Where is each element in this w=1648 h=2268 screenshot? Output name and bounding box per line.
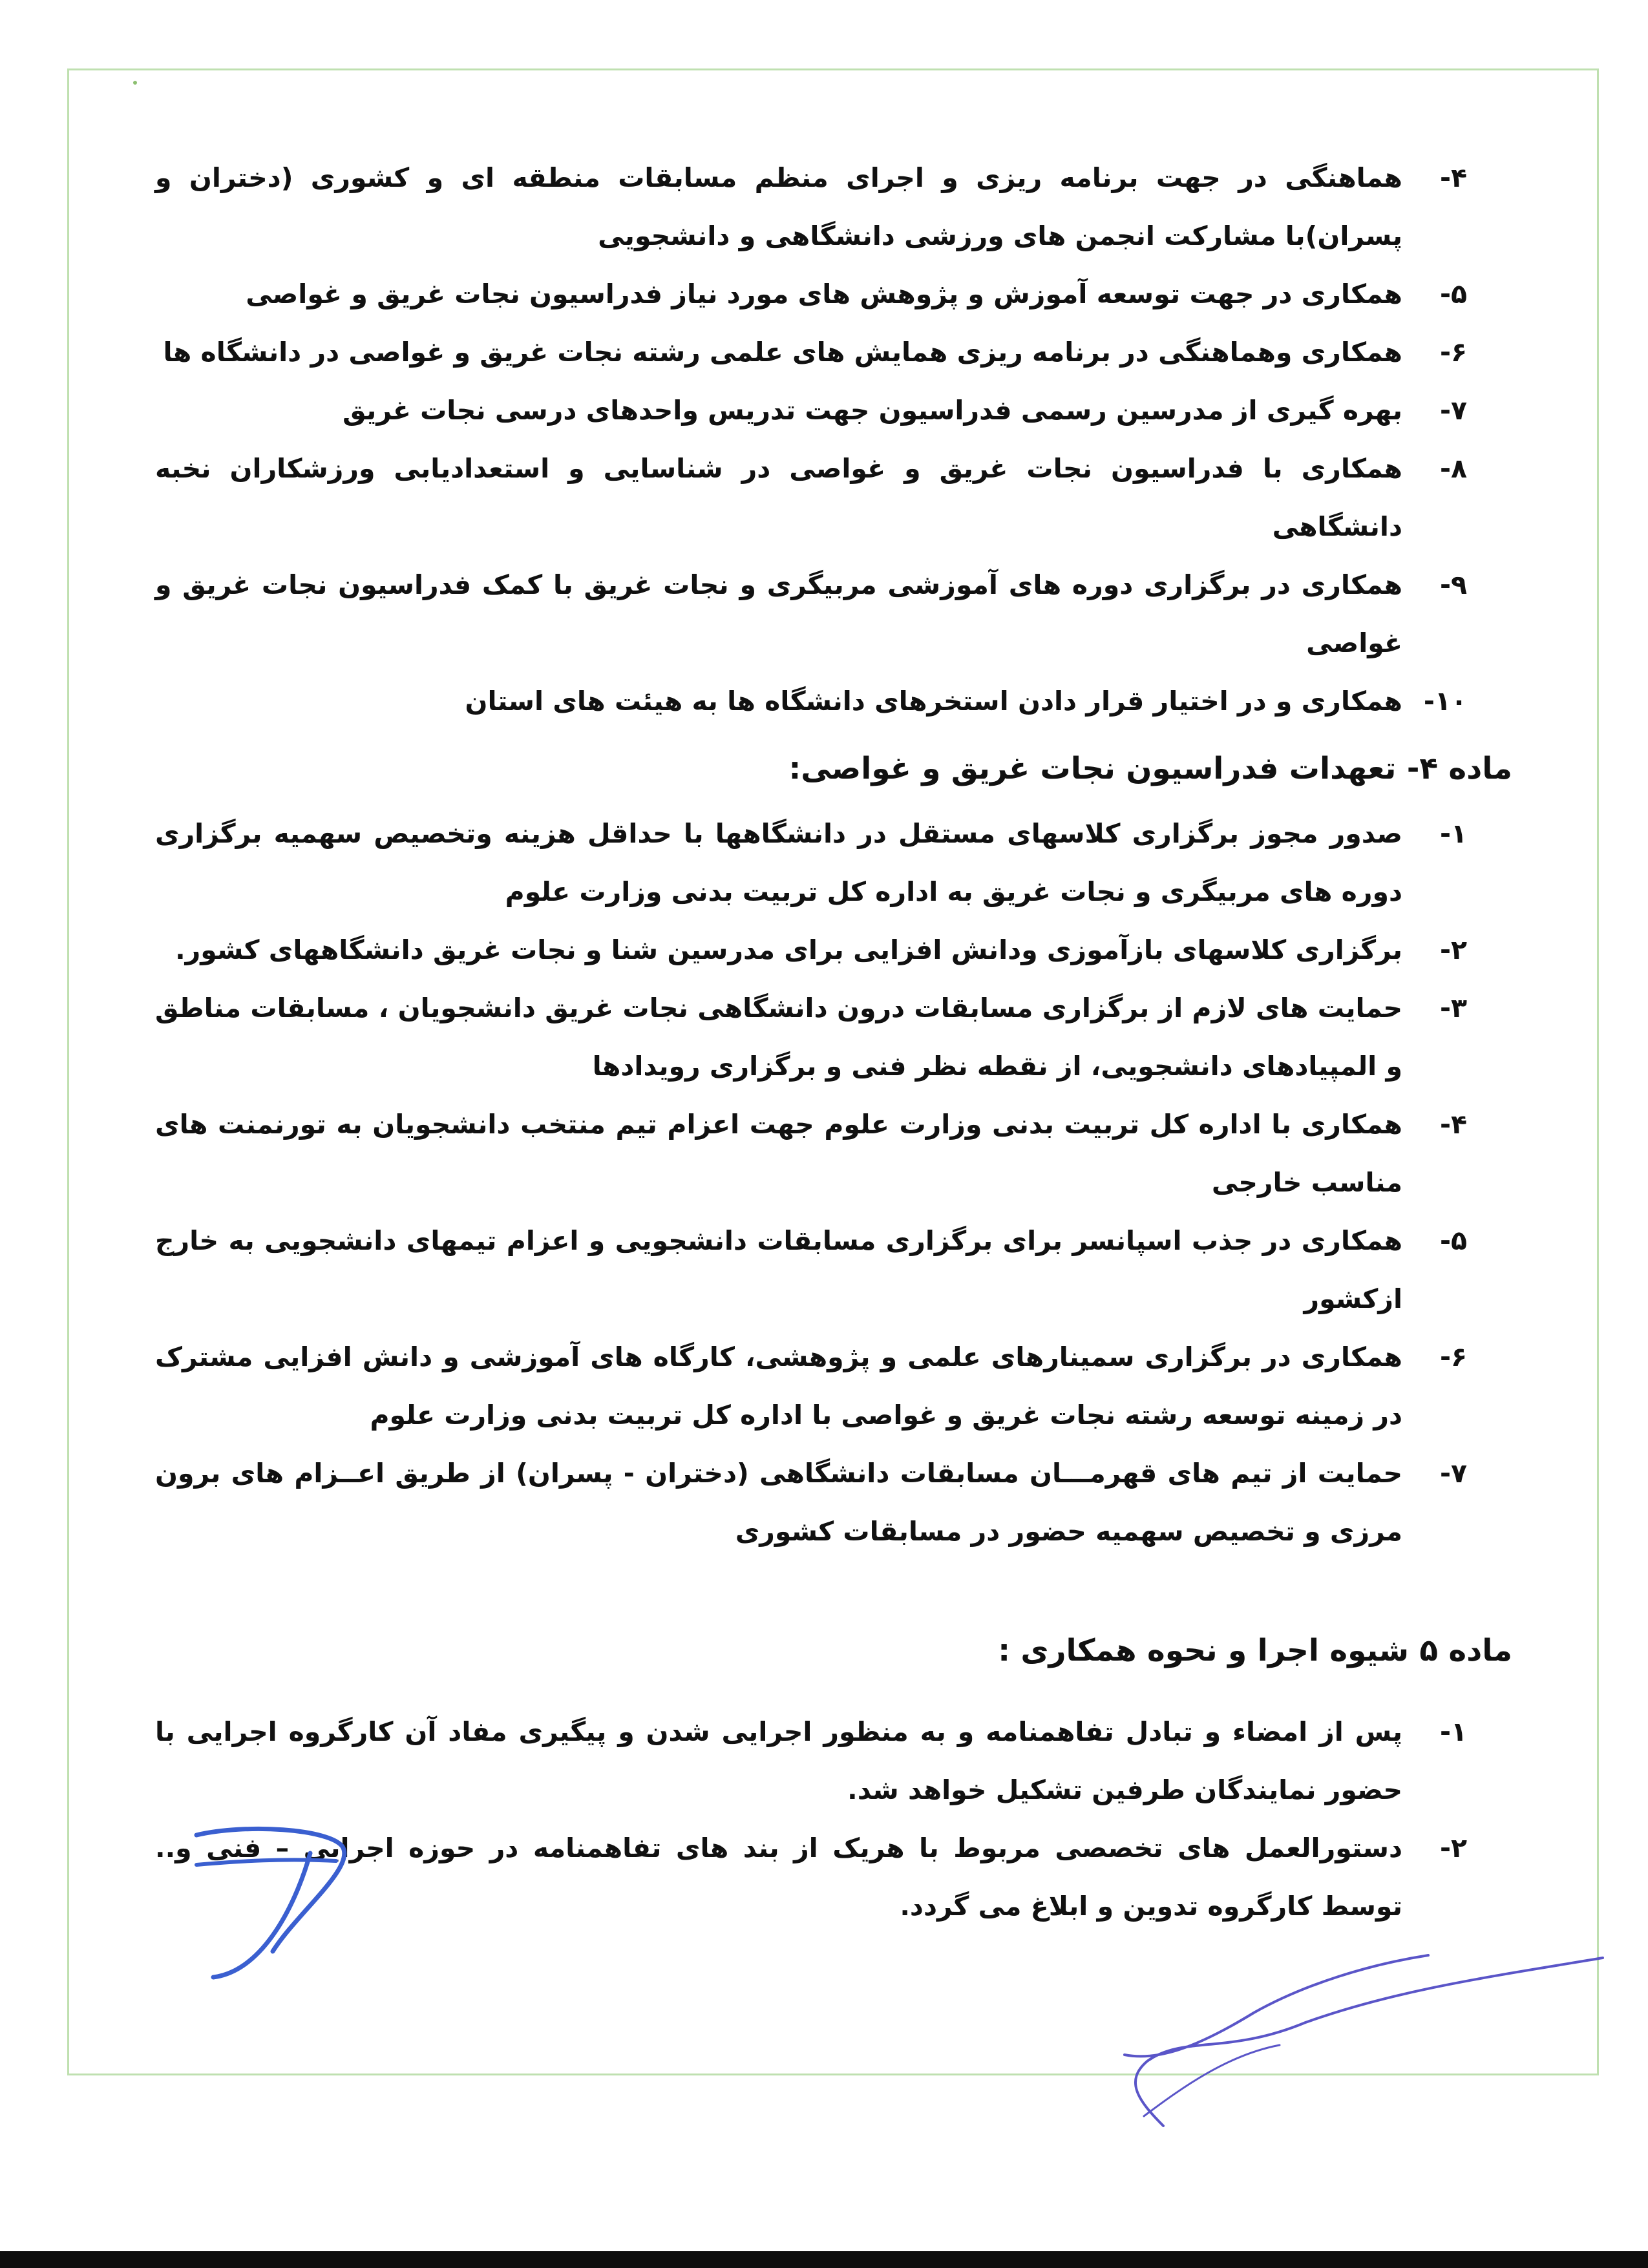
- list-item: [155, 556, 1467, 672]
- item-number: ۴-: [1439, 162, 1467, 193]
- item-number: ۵-: [1439, 278, 1467, 310]
- document-body: [155, 149, 1512, 1935]
- signature-left: [187, 1822, 368, 1990]
- item-number: ۲-: [1439, 1832, 1467, 1864]
- item-number: ۱۰-: [1423, 686, 1467, 717]
- item-text: پس از امضاء و تبادل تفاهمنامه و به منظور اجرایی شدن و پیگیری مفاد آن کارگروه اجرایی با حضور نمایندگان طرفین تشکیل خواهد شد.: [155, 1716, 1402, 1805]
- list-item: [155, 149, 1467, 265]
- list-item: [155, 1703, 1467, 1819]
- list-item: [155, 1328, 1467, 1444]
- list-item: [155, 265, 1467, 323]
- list-item: [155, 921, 1467, 979]
- list-item: [155, 1444, 1467, 1560]
- article4-heading: ماده ۴- تعهدات فدراسیون نجات غریق و غواصی:: [788, 751, 1512, 786]
- item-text: حمایت های لازم از برگزاری مسابقات درون دانشگاهی نجات غریق دانشجویان ، مسابقات مناطق و المپیادهای دانشجویی، از نقطه نظر فنی و برگزاری رویدادها: [155, 992, 1402, 1082]
- list-item: [155, 804, 1467, 921]
- item-number: ۷-: [1439, 1458, 1467, 1489]
- list-item: [155, 323, 1467, 381]
- item-number: ۳-: [1439, 992, 1467, 1024]
- item-number: ۶-: [1439, 337, 1467, 368]
- item-text: همکاری در برگزاری سمینارهای علمی و پژوهشی، کارگاه های آموزشی و دانش افزایی مشترک در زمینه توسعه رشته نجات غریق و غواصی با اداره کل تربیت بدنی وزارت علوم: [155, 1341, 1402, 1431]
- item-number: ۶-: [1439, 1341, 1467, 1372]
- item-text: همکاری با فدراسیون نجات غریق و غواصی در شناسایی و استعدادیابی ورزشکاران نخبه دانشگاهی: [155, 453, 1402, 542]
- item-number: ۱-: [1439, 818, 1467, 849]
- item-text: هماهنگی در جهت برنامه ریزی و اجرای منظم مسابقات منطقه ای و کشوری (دختران و پسران)با مشارکت انجمن های ورزشی دانشگاهی و دانشجویی: [155, 162, 1402, 251]
- item-number: ۲-: [1439, 934, 1467, 965]
- item-text: همکاری در جهت توسعه آموزش و پژوهش های مورد نیاز فدراسیون نجات غریق و غواصی: [246, 278, 1402, 310]
- item-text: دستورالعمل های تخصصی مربوط با هریک از بند های تفاهمنامه در حوزه اجرایی – فنی و.. توسط کارگروه تدوین و ابلاغ می گردد.: [155, 1832, 1402, 1922]
- item-number: ۴-: [1439, 1109, 1467, 1140]
- scanner-edge: [0, 2251, 1648, 2268]
- signature-right: [1034, 1951, 1616, 2145]
- list-item: [155, 979, 1467, 1095]
- item-text: بهره گیری از مدرسین رسمی فدراسیون جهت تدریس واحدهای درسی نجات غریق: [342, 395, 1402, 426]
- item-number: ۵-: [1439, 1225, 1467, 1256]
- list-item: [155, 381, 1467, 439]
- item-text: همکاری و در اختیار قرار دادن استخرهای دانشگاه ها به هیئت های استان: [465, 686, 1402, 717]
- item-text: همکاری در جذب اسپانسر برای برگزاری مسابقات دانشجویی و اعزام تیمهای دانشجویی به خارج ازکشور: [155, 1225, 1402, 1314]
- item-text: برگزاری کلاسهای بازآموزی ودانش افزایی برای مدرسین شنا و نجات غریق دانشگاههای کشور.: [175, 934, 1402, 965]
- list-item: [155, 439, 1467, 556]
- list-item: [155, 1095, 1467, 1212]
- item-number: ۷-: [1439, 395, 1467, 426]
- item-text: همکاری با اداره کل تربیت بدنی وزارت علوم جهت اعزام تیم منتخب دانشجویان به تورنمنت های مناسب خارجی: [155, 1109, 1402, 1198]
- item-text: همکاری در برگزاری دوره های آموزشی مربیگری و نجات غریق با کمک فدراسیون نجات غریق و غواصی: [155, 569, 1402, 658]
- item-text: حمایت از تیم های قهرمـــان مسابقات دانشگاهی (دختران - پسران) از طریق اعــزام های برون مرزی و تخصیص سهمیه حضور در مسابقات کشوری: [155, 1458, 1402, 1547]
- list-item: [155, 1212, 1467, 1328]
- item-number: ۸-: [1439, 453, 1467, 484]
- item-text: صدور مجوز برگزاری کلاسهای مستقل در دانشگاهها با حداقل هزینه وتخصیص سهمیه برگزاری دوره های مربیگری و نجات غریق به اداره کل تربیت بدنی وزارت علوم: [155, 818, 1402, 907]
- article5-heading: ماده ۵ شیوه اجرا و نحوه همکاری :: [998, 1633, 1512, 1668]
- item-number: ۹-: [1439, 569, 1467, 600]
- item-number: ۱-: [1439, 1716, 1467, 1747]
- article4-list: [155, 804, 1467, 1560]
- item-text: همکاری وهماهنگی در برنامه ریزی همایش های علمی رشته نجات غریق و غواصی در دانشگاه ها: [163, 337, 1402, 368]
- list-item: [155, 672, 1467, 730]
- article3-list: [155, 149, 1467, 730]
